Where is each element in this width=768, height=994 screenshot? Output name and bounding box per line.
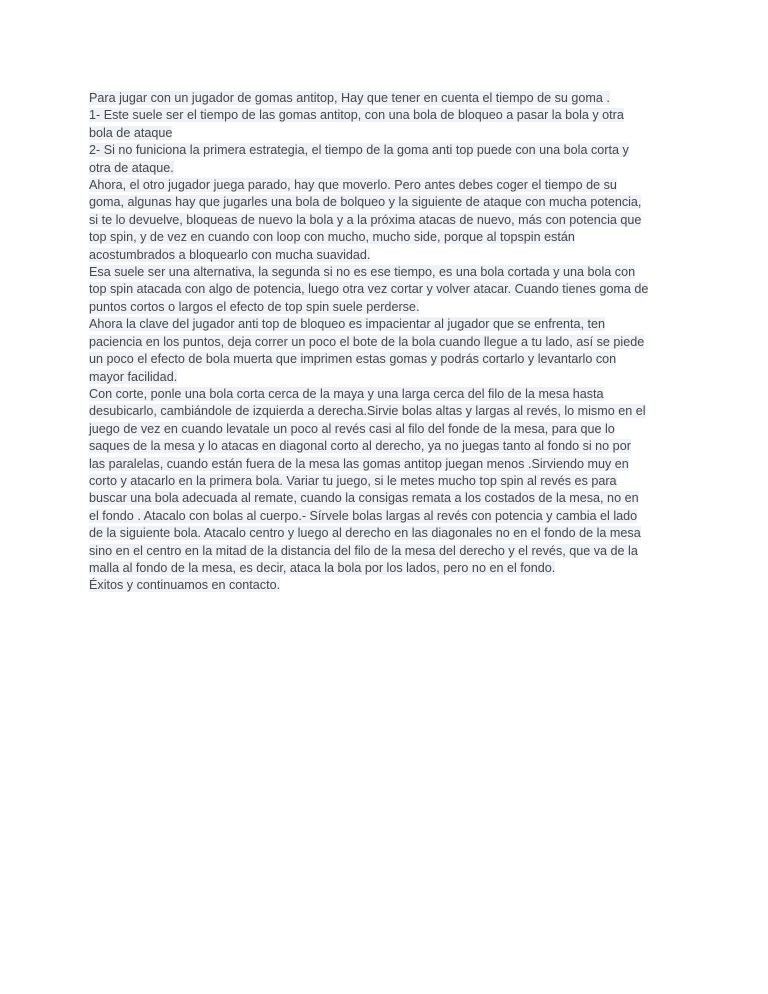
text-line	[89, 560, 681, 577]
text-line-content: saques de la mesa y lo atacas en diagonal corto al derecho, ya no juegas tanto al fondo si no por	[89, 439, 631, 454]
text-line	[89, 351, 681, 368]
text-line-content: Para jugar con un jugador de gomas antitop, Hay que tener en cuenta el tiempo de su goma .	[89, 91, 610, 105]
text-line-content: Ahora, el otro jugador juega parado, hay que moverlo. Pero antes debes coger el tiempo de su	[89, 178, 617, 193]
text-line	[89, 456, 681, 473]
text-line	[89, 299, 681, 316]
text-line	[89, 247, 681, 264]
text-line	[89, 90, 681, 107]
text-line	[89, 107, 681, 124]
text-line	[89, 473, 681, 490]
text-line	[89, 577, 681, 594]
text-line-content: bola de ataque	[89, 125, 173, 140]
text-line-content: mayor facilidad.	[89, 369, 178, 384]
text-line-content: puntos cortos o largos el efecto de top spin suele perderse.	[89, 299, 420, 314]
text-line	[89, 125, 681, 142]
text-line-content: Esa suele ser una alternativa, la segunda si no es ese tiempo, es una bola cortada y una bola con	[89, 265, 636, 280]
text-line	[89, 212, 681, 229]
text-line-content: otra de ataque.	[89, 160, 174, 175]
text-line-content: el fondo . Atacalo con bolas al cuerpo.- Sírvele bolas largas al revés con potencia y cambia el lado	[89, 508, 638, 523]
document-body	[89, 90, 681, 595]
text-line	[89, 281, 681, 298]
text-line	[89, 438, 681, 455]
text-line	[89, 229, 681, 246]
text-line	[89, 264, 681, 281]
text-line-content: si te lo devuelve, bloqueas de nuevo la bola y a la próxima atacas de nuevo, más con potencia que	[89, 212, 642, 227]
text-line	[89, 403, 681, 420]
text-line-content: acostumbrados a bloquearlo con mucha suavidad.	[89, 247, 371, 262]
text-line-content: de la siguiente bola. Atacalo centro y luego al derecho en las diagonales no en el fondo de la mesa	[89, 526, 641, 541]
text-line	[89, 386, 681, 403]
text-line	[89, 369, 681, 386]
text-line-content: buscar una bola adecuada al remate, cuando la consigas remata a los costados de la mesa, no en	[89, 491, 639, 506]
text-line	[89, 334, 681, 351]
text-line	[89, 525, 681, 542]
text-line	[89, 142, 681, 159]
text-line	[89, 490, 681, 507]
text-line-content: un poco el efecto de bola muerta que imprimen estas gomas y podrás cortarlo y levantarlo con	[89, 352, 617, 367]
text-line-content: sino en el centro en la mitad de la distancia del filo de la mesa del derecho y el revés, que va de la	[89, 543, 638, 558]
text-line-content: paciencia en los puntos, deja correr un poco el bote de la bola cuando llegue a tu lado, así se piede	[89, 334, 645, 349]
text-line-content: las paralelas, cuando están fuera de la mesa las gomas antitop juegan menos .Sirviendo muy en	[89, 456, 629, 471]
text-line-content: Con corte, ponle una bola corta cerca de la maya y una larga cerca del filo de la mesa hasta	[89, 386, 604, 401]
text-line	[89, 160, 681, 177]
text-line-content: 2- Si no funiciona la primera estrategia, el tiempo de la goma anti top puede con una bola corta y	[89, 143, 629, 158]
text-line-content: Ahora la clave del jugador anti top de bloqueo es impacientar al jugador que se enfrenta, ten	[89, 317, 605, 332]
text-line	[89, 421, 681, 438]
text-line-content: 1- Este suele ser el tiempo de las gomas antitop, con una bola de bloqueo a pasar la bola y otra	[89, 108, 624, 123]
text-line	[89, 177, 681, 194]
text-line	[89, 508, 681, 525]
text-line-content: goma, algunas hay que jugarles una bola de bolqueo y la siguiente de ataque con mucha potencia,	[89, 195, 642, 210]
text-line-content: top spin, y de vez en cuando con loop con mucho, mucho side, porque al topspin están	[89, 230, 575, 245]
text-line	[89, 543, 681, 560]
text-line-content: top spin atacada con algo de potencia, luego otra vez cortar y volver atacar. Cuando tienes goma de	[89, 282, 649, 297]
text-line-content: corto y atacarlo en la primera bola. Variar tu juego, si le metes mucho top spin al revés es para	[89, 473, 617, 488]
text-line-content: malla al fondo de la mesa, es decir, ataca la bola por los lados, pero no en el fondo.	[89, 560, 556, 575]
text-line-content: Éxitos y continuamos en contacto.	[89, 578, 281, 593]
text-line	[89, 194, 681, 211]
text-line-content: juego de vez en cuando levatale un poco al revés casi al filo del fonde de la mesa, para que lo	[89, 421, 615, 436]
text-line	[89, 316, 681, 333]
text-line-content: desubicarlo, cambiándole de izquierda a derecha.Sirvie bolas altas y largas al revés, lo mismo en el	[89, 404, 646, 419]
